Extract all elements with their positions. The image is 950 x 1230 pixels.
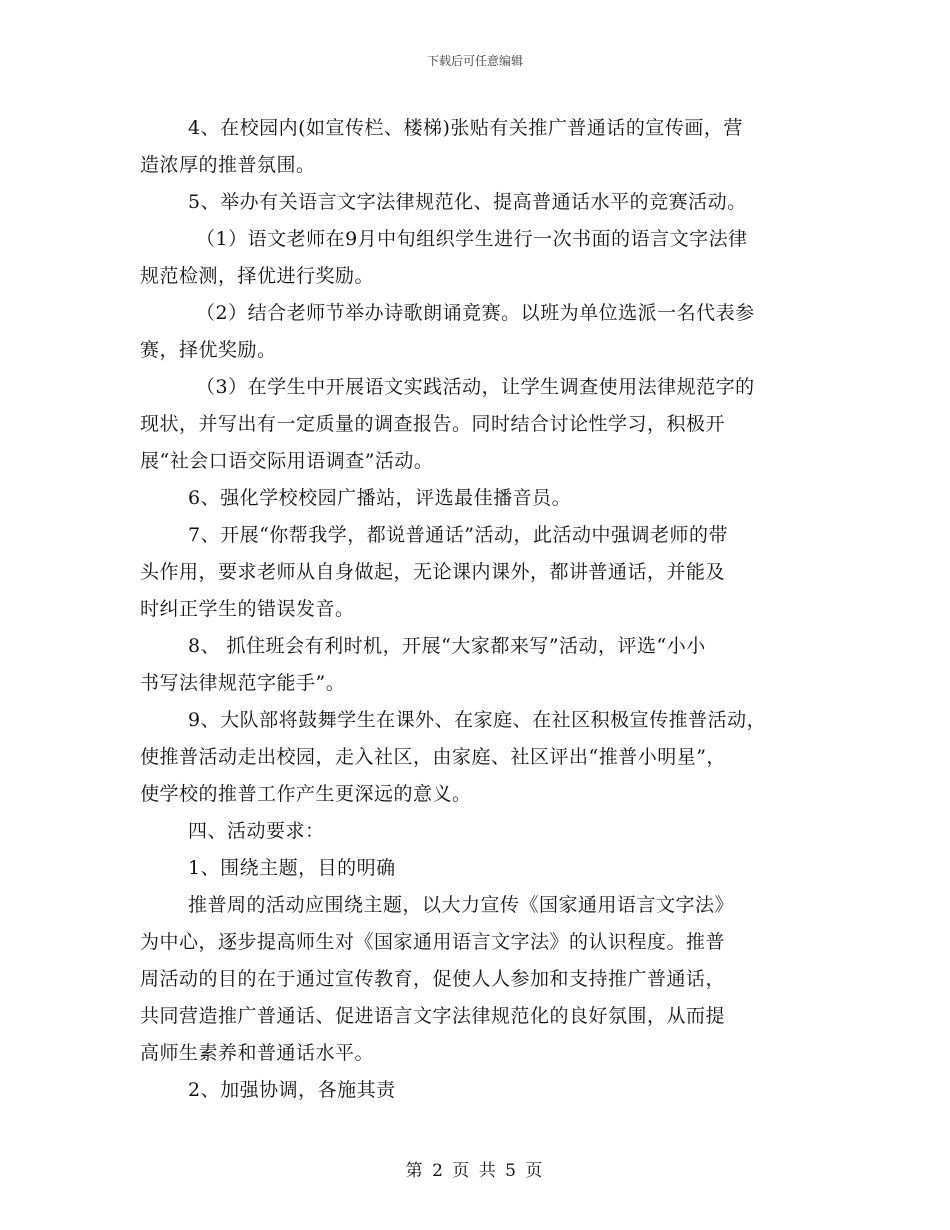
paragraph-line: 高师生素养和普通话水平。: [140, 1042, 375, 1064]
paragraph-line: 规范检测，择优进行奖励。: [140, 265, 375, 287]
paragraph-line: 5、举办有关语言文字法律规范化、提高普通话水平的竞赛活动。: [188, 191, 747, 213]
paragraph-line: 8、 抓住班会有利时机，开展“大家都来写”活动，评选“小小: [188, 635, 706, 657]
paragraph-line: 共同营造推广普通话、促进语言文字法律规范化的良好氛围，从而提: [140, 1005, 726, 1027]
subsection-heading: 1、围绕主题，目的明确: [188, 857, 396, 879]
subsection-heading: 2、加强协调，各施其责: [188, 1079, 396, 1101]
paragraph-line: 7、开展“你帮我学，都说普通话”活动，此活动中强调老师的带: [188, 524, 729, 546]
page-header: 下载后可任意编辑: [426, 54, 523, 68]
paragraph-line: 使推普活动走出校园，走入社区，由家庭、社区评出“推普小明星”，: [140, 746, 726, 768]
paragraph-line: （3）在学生中开展语文实践活动，让学生调查使用法律规范字的: [196, 376, 755, 398]
paragraph-line: 头作用，要求老师从自身做起，无论课内课外，都讲普通话，并能及: [140, 561, 726, 583]
section-heading: 四、活动要求：: [188, 820, 325, 842]
paragraph-line: 赛，择优奖励。: [140, 339, 277, 361]
paragraph-line: （1）语文老师在9月中旬组织学生进行一次书面的语言文字法律: [196, 228, 748, 250]
paragraph-line: 造浓厚的推普氛围。: [140, 154, 316, 176]
paragraph-line: 推普周的活动应围绕主题，以大力宣传《国家通用语言文字法》: [188, 894, 735, 916]
paragraph-line: 展“社会口语交际用语调查”活动。: [140, 450, 434, 472]
paragraph-line: 为中心，逐步提高师生对《国家通用语言文字法》的认识程度。推普: [140, 931, 726, 953]
paragraph-line: 现状，并写出有一定质量的调查报告。同时结合讨论性学习，积极开: [140, 413, 726, 435]
paragraph-line: 周活动的目的在于通过宣传教育，促使人人参加和支持推广普通话，: [140, 968, 726, 990]
paragraph-line: 9、大队部将鼓舞学生在课外、在家庭、在社区积极宣传推普活动，: [188, 709, 767, 731]
paragraph-line: 6、强化学校校园广播站，评选最佳播音员。: [188, 487, 572, 509]
paragraph-line: 使学校的推普工作产生更深远的意义。: [140, 783, 472, 805]
document-body: [140, 110, 820, 1109]
paragraph-line: 书写法律规范字能手”。: [140, 672, 346, 694]
page-number-footer: 第 2 页 共 5 页: [405, 1161, 545, 1181]
paragraph-line: （2）结合老师节举办诗歌朗诵竟赛。以班为单位选派一名代表参: [196, 302, 755, 324]
paragraph-line: 4、在校园内(如宣传栏、楼梯)张贴有关推广普通话的宣传画，营: [188, 117, 743, 139]
paragraph-line: 时纠正学生的错误发音。: [140, 598, 355, 620]
